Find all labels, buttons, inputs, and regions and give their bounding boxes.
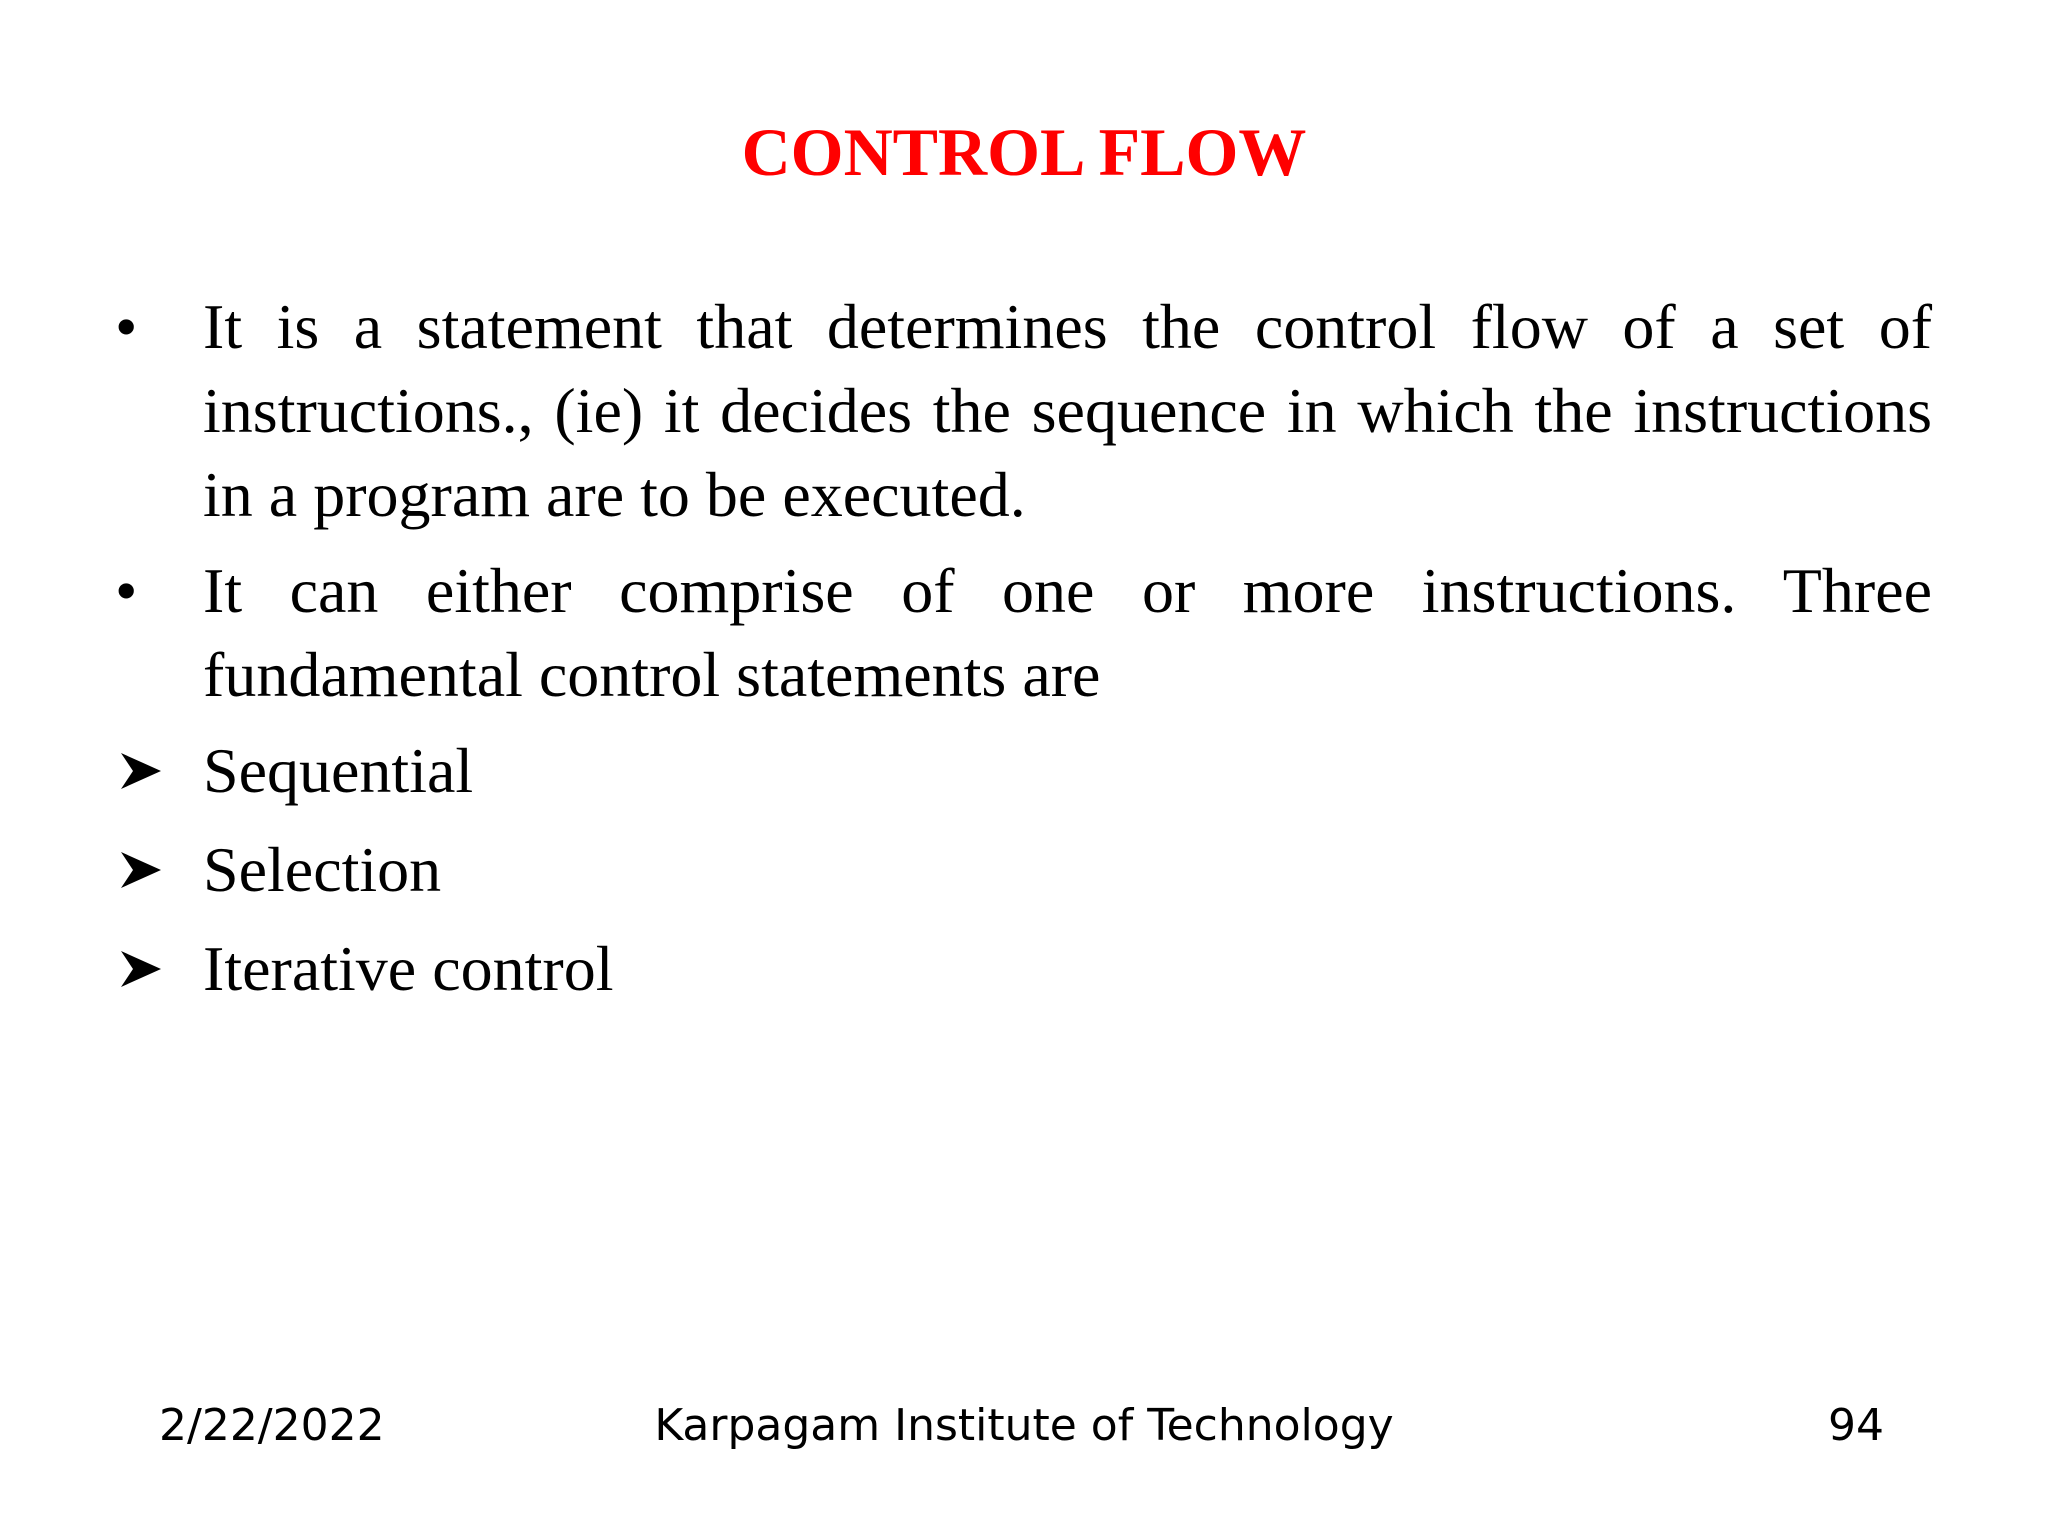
- arrowhead-bullet-icon: [119, 751, 167, 795]
- bullet-dot-icon: •: [115, 555, 138, 626]
- arrowhead-bullet-icon: [119, 949, 167, 993]
- sub-list-item: [115, 729, 1932, 813]
- bullet-text: It is a statement that determines the control flow of a set of instructions., (ie) it decides the sequence in which the instructions in a program are to be executed.: [203, 291, 1932, 530]
- bullet-text: It can either comprise of one or more instructions. Three fundamental control statements are: [203, 555, 1932, 710]
- sub-list-item: [115, 828, 1932, 912]
- bullet-dot-icon: •: [115, 291, 138, 362]
- slide-content: [115, 285, 1932, 1026]
- sub-list-item: [115, 927, 1932, 1011]
- sub-item-text: Sequential: [203, 735, 474, 806]
- slide-title: CONTROL FLOW: [741, 114, 1307, 190]
- arrowhead-bullet-icon: [119, 850, 167, 894]
- sub-item-text: Iterative control: [203, 933, 614, 1004]
- footer-organization: Karpagam Institute of Technology: [654, 1400, 1394, 1451]
- bullet-item: [115, 549, 1932, 717]
- footer-date: 2/22/2022: [159, 1400, 385, 1451]
- footer-page-number: 94: [1828, 1400, 1884, 1451]
- bullet-item: [115, 285, 1932, 537]
- sub-item-text: Selection: [203, 834, 442, 905]
